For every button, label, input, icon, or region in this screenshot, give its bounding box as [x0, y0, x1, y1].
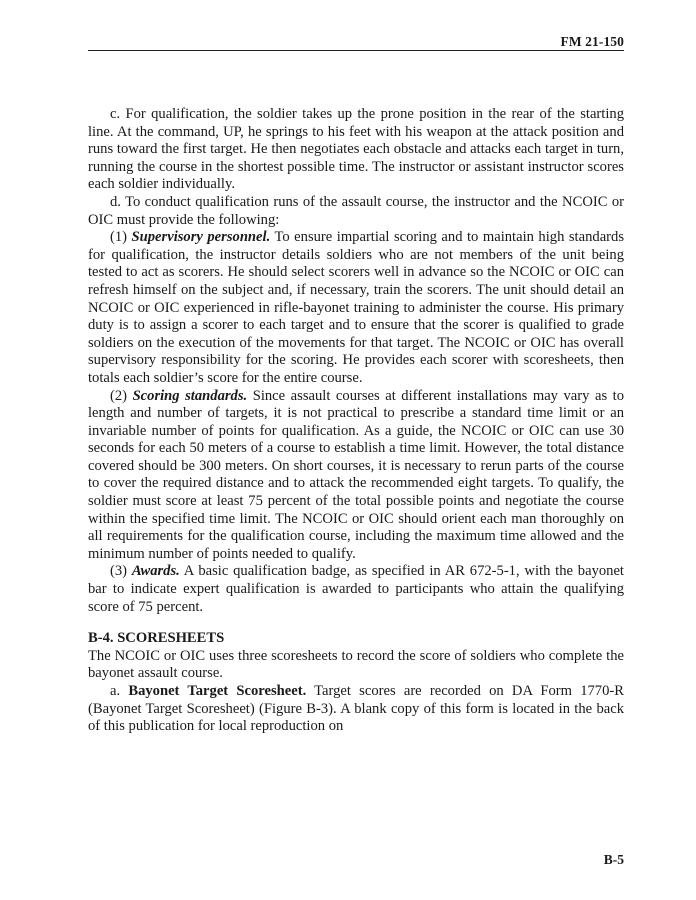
item-title: Awards. [131, 563, 180, 580]
section-heading: B-4. SCORESHEETS [88, 630, 225, 647]
paragraph-bayonet-target-scoresheet [88, 683, 624, 736]
item-text: A basic qualification badge, as specified in AR 672-5-1, with the bayonet bar to indicate expert qualification is awarded to participants who attain the qualifying score of 75 percent. [88, 563, 624, 615]
item-text: Since assault courses at different installations may vary as to length and number of targets, it is not practical to prescribe a standard time limit or an invariable number of points for qualification. As a guide, the NCOIC or OIC can use 30 seconds for each 50 meters of a course to establish a time limit. However, the total distance covered should be 300 meters. On short courses, it is necessary to rerun parts of the course to cover the required distance and to attack the recommended eight targets. To qualify, the soldier must score at least 75 percent of the total possible points and negotiate the course within the specified time limit. The NCOIC or OIC should orient each man thoroughly on all requirements for the qualification course, including the maximum time allowed and the minimum number of points needed to qualify. [88, 387, 625, 562]
section-intro: The NCOIC or OIC uses three scoresheets to record the score of soldiers who complete the bayonet assault course. [88, 647, 624, 682]
paragraph-supervisory-personnel [88, 229, 624, 387]
paragraph-c: c. For qualification, the soldier takes up the prone position in the rear of the starting line. At the command, UP, he springs to his feet with his weapon at the attack position and runs toward the first target. He then negotiates each obstacle and attacks each target in turn, running the course in the shortest possible time. The instructor or assistant instructor scores each soldier individually. [88, 106, 624, 193]
item-text: Target scores are recorded on DA Form 1770-R (Bayonet Target Scoresheet) (Figure B-3). A blank copy of this form is located in the back of this publication for local reproduction on [88, 683, 624, 735]
item-text: To ensure impartial scoring and to maintain high standards for qualification, the instructor details soldiers who are not members of the unit being tested to act as scorers. He should select scorers well in advance so the NCOIC or OIC can refresh himself on the subject and, if necessary, train the scorers. The unit should detail an NCOIC or OIC experienced in rifle-bayonet training to administer the course. His primary duty is to assign a scorer to each target and to ensure that the scorer is qualified to grade soldiers on the execution of the movements for that target. The NCOIC or OIC has overall supervisory responsibility for the scoring. He provides each scorer with scoresheets, then totals each soldier’s score for the entire course. [88, 229, 625, 386]
paragraph-awards [88, 563, 624, 616]
page-number: B-5 [603, 852, 624, 867]
item-number: (2) [110, 387, 133, 404]
page-body [88, 106, 624, 736]
paragraph-d: d. To conduct qualification runs of the assault course, the instructor and the NCOIC or OIC must provide the following: [88, 193, 624, 228]
item-title: Bayonet Target Scoresheet. [128, 683, 307, 699]
item-title: Scoring standards. [132, 387, 248, 404]
paragraph-scoring-standards [88, 388, 624, 564]
item-number: (3) [110, 563, 132, 580]
item-title: Supervisory personnel. [131, 229, 271, 246]
item-letter: a. [110, 683, 129, 699]
item-number: (1) [110, 229, 132, 246]
header-rule [88, 50, 624, 51]
document-id: FM 21-150 [560, 34, 624, 49]
